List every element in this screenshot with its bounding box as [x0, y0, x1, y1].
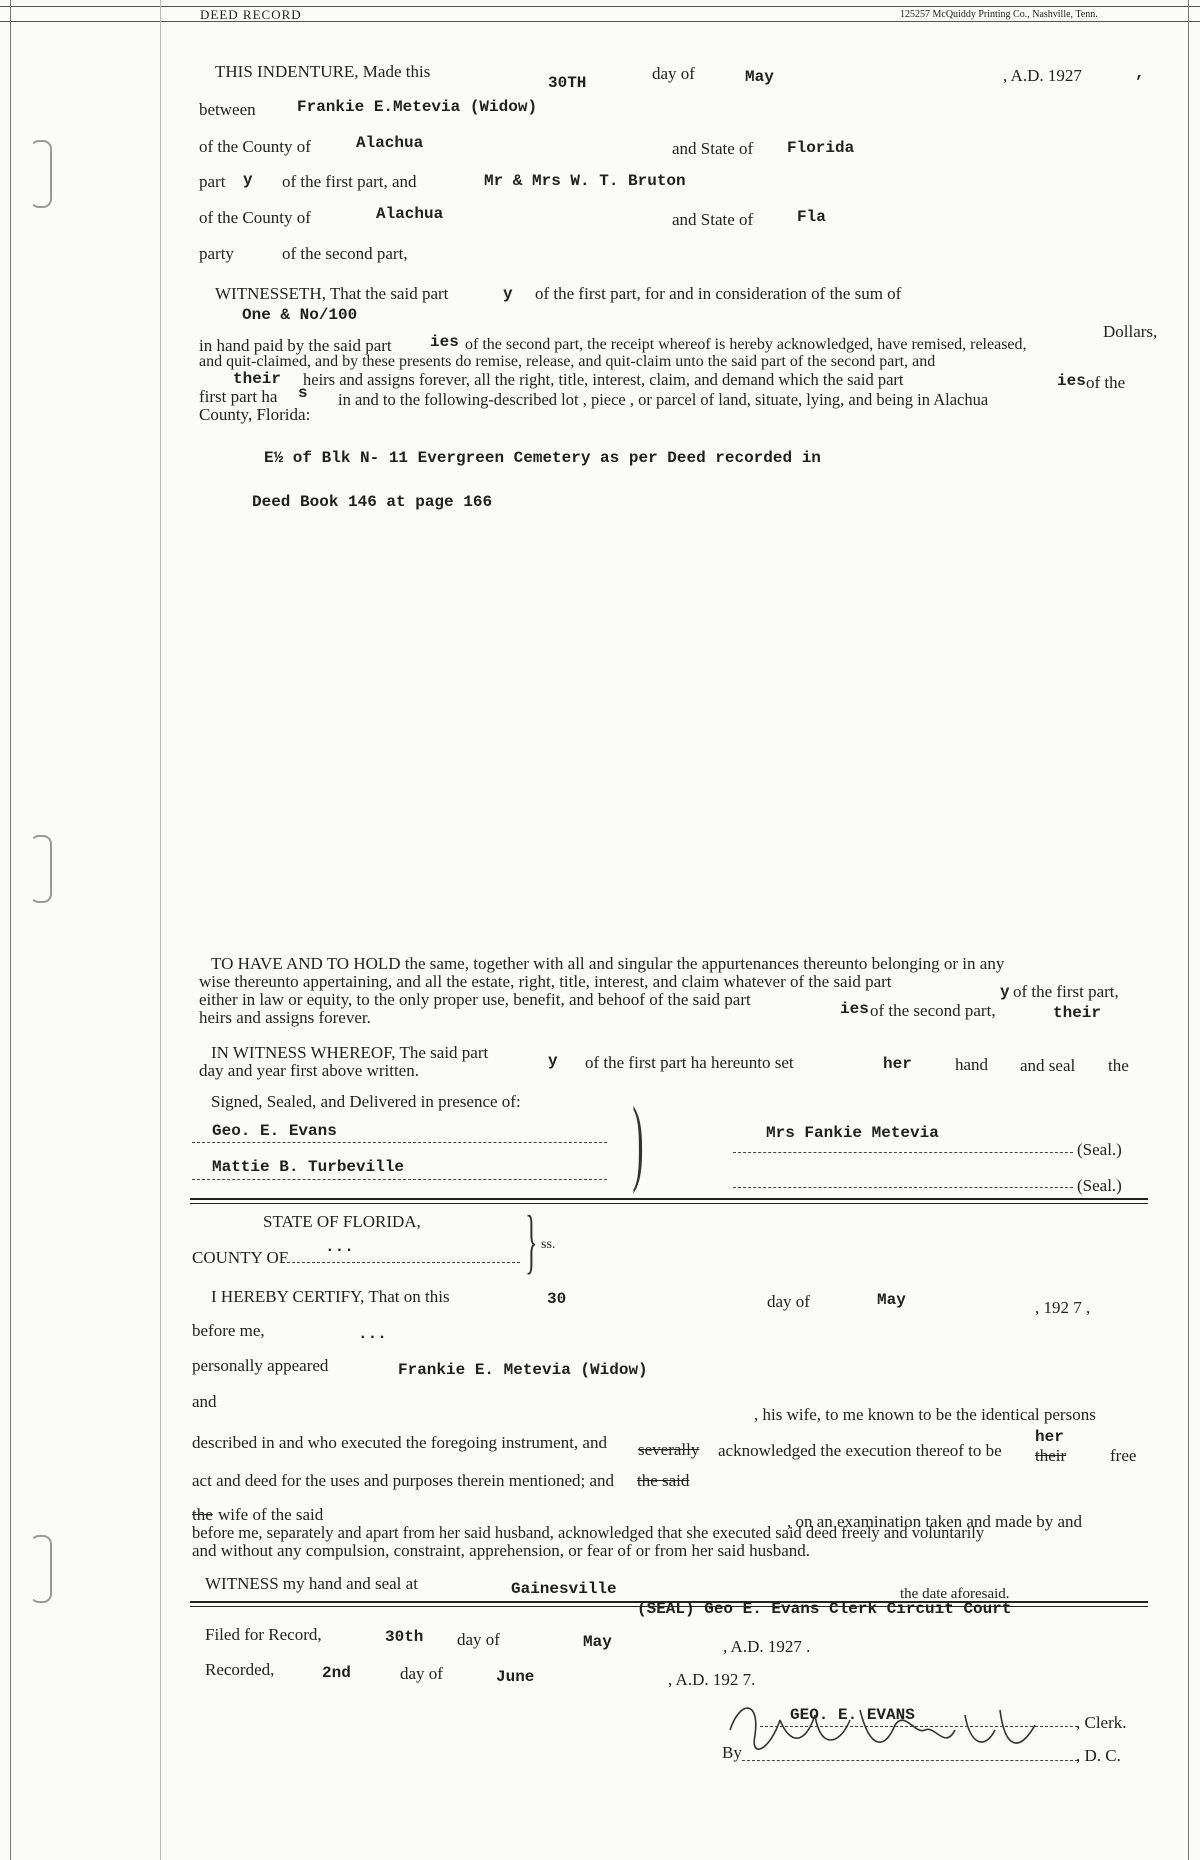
witnesseth-ies1: ies — [430, 333, 459, 351]
state-label-2: and State of — [672, 210, 754, 229]
indenture-month: May — [745, 68, 774, 86]
witness-clause-y: y — [548, 1052, 558, 1070]
dc-label: , D. C. — [1076, 1746, 1121, 1765]
witness-clause-and-seal: and seal — [1020, 1056, 1076, 1075]
ack-before-me: before me, — [192, 1321, 265, 1340]
habendum-line2b: of the first part, — [1013, 982, 1119, 1001]
ack-state: STATE OF FLORIDA, — [263, 1212, 421, 1231]
ack-and: and — [192, 1392, 217, 1411]
ack-month: May — [877, 1291, 906, 1309]
part-label-2: party — [199, 244, 234, 263]
witnesseth-line6b: in and to the following-described lot , piece , or parcel of land, situate, lying, and being in Alachua — [338, 390, 989, 409]
witness-clause-mid: of the first part ha hereunto set — [585, 1053, 794, 1072]
witnesseth-y1: y — [503, 285, 513, 303]
right-margin-line — [1188, 0, 1189, 1860]
ack-witness-label: WITNESS my hand and seal at — [205, 1574, 418, 1593]
ack-act-line: act and deed for the uses and purposes therein mentioned; and — [192, 1471, 615, 1490]
seal-label-1: (Seal.) — [1077, 1140, 1122, 1159]
part-label-1: part — [199, 172, 226, 191]
county-value-1: Alachua — [356, 134, 424, 152]
witnesseth-s: s — [298, 384, 308, 402]
ack-before-line: before me, separately and apart from her said husband, acknowledged that she executed said deed freely and voluntarily — [192, 1523, 985, 1542]
ack-day-of: day of — [767, 1292, 810, 1311]
county-label-2: of the County of — [199, 208, 311, 227]
ack-seal-clerk: (SEAL) Geo E. Evans Clerk Circuit Court — [637, 1600, 1012, 1618]
deputy-clerk-signature — [720, 1690, 1060, 1770]
clerk-name: GEO. E. EVANS — [790, 1706, 915, 1724]
witness-name-1: Geo. E. Evans — [212, 1122, 337, 1140]
ledger-margin-line — [160, 0, 161, 1860]
indenture-ad: , A.D. 1927 — [1003, 66, 1082, 85]
indenture-ad-comma: , — [1135, 64, 1145, 82]
signature-line-2 — [733, 1187, 1073, 1188]
ack-wife-line-b: wife of the said — [218, 1505, 324, 1524]
ack-county-value: ... — [325, 1238, 354, 1256]
habendum-line1: TO HAVE AND TO HOLD the same, together with all and singular the appurtenances thereunto belonging or in any — [211, 954, 1005, 973]
witness-clause-line2: day and year first above written. — [199, 1061, 419, 1080]
state-label-1: and State of — [672, 139, 754, 158]
recorded-day-of: day of — [400, 1664, 443, 1683]
signed-sealed-label: Signed, Sealed, and Delivered in presence of: — [211, 1092, 521, 1111]
indenture-lead: THIS INDENTURE, Made this — [215, 62, 431, 81]
witness-clause-lead: IN WITNESS WHEREOF, The said part — [211, 1043, 489, 1062]
habendum-their: their — [1053, 1004, 1102, 1022]
first-part-label: of the first part, and — [282, 172, 417, 191]
grantor-signature: Mrs Fankie Metevia — [766, 1124, 939, 1142]
state-value-1: Florida — [787, 139, 855, 157]
second-part-label: of the second part, — [282, 244, 408, 263]
header-rule-top — [0, 6, 1200, 7]
recorded-day: 2nd — [322, 1664, 351, 1682]
filed-ad: , A.D. 1927 . — [723, 1637, 811, 1656]
witness-line-1 — [192, 1142, 607, 1143]
binder-hole-middle — [30, 835, 52, 903]
ack-county-line — [282, 1262, 520, 1263]
header-title: DEED RECORD — [200, 7, 302, 22]
ack-appeared: Frankie E. Metevia (Widow) — [398, 1361, 648, 1379]
signature-line-1 — [733, 1152, 1073, 1153]
ack-struck-severally: severally — [638, 1440, 700, 1459]
witnesseth-line5b: of the — [1086, 373, 1126, 392]
county-value-2: Alachua — [376, 205, 444, 223]
ack-appeared-label: personally appeared — [192, 1356, 329, 1375]
clerk-label: , Clerk. — [1076, 1713, 1127, 1732]
witnesseth-line7: County, Florida: — [199, 405, 311, 424]
ack-year: , 192 7 , — [1035, 1298, 1091, 1317]
grantee-name: Mr & Mrs W. T. Bruton — [484, 172, 686, 190]
consideration-sum: One & No/100 — [242, 306, 358, 324]
legal-description-line1: E½ of Blk N- 11 Evergreen Cemetery as per Deed recorded in — [264, 449, 821, 467]
witness-line-2 — [192, 1179, 607, 1180]
witness-clause-her: her — [883, 1055, 912, 1073]
witness-name-2: Mattie B. Turbeville — [212, 1158, 405, 1176]
witnesseth-line5a: heirs and assigns forever, all the right, title, interest, claim, and demand which the said part — [303, 370, 904, 389]
filed-day: 30th — [385, 1628, 424, 1646]
witness-clause-hand: hand — [955, 1055, 989, 1074]
ack-before-me-value: ... — [358, 1325, 387, 1343]
header-rule-bottom — [0, 21, 1200, 22]
ack-struck-the-said: the said — [637, 1471, 690, 1490]
between-label: between — [199, 100, 256, 119]
habendum-line2a: wise thereunto appertaining, and all the estate, right, title, interest, and claim whatever of the said part — [199, 972, 892, 991]
witnesseth-their: their — [233, 370, 282, 388]
section-divider-1 — [190, 1198, 1148, 1204]
ack-date-aforesaid: the date aforesaid. — [900, 1586, 1010, 1602]
witnesseth-ies2: ies — [1057, 372, 1086, 390]
habendum-line4: heirs and assigns forever. — [199, 1008, 371, 1027]
binder-hole-bottom — [30, 1535, 52, 1603]
ack-described-a: described in and who executed the foregoing instrument, and — [192, 1433, 607, 1452]
ack-without-line: and without any compulsion, constraint, apprehension, or fear of or from her said husband. — [192, 1541, 810, 1560]
ack-free: free — [1110, 1446, 1137, 1465]
county-label-1: of the County of — [199, 137, 311, 156]
ack-exam: , on an examination taken and made by and — [787, 1512, 1083, 1531]
ack-her-over: her — [1035, 1428, 1064, 1446]
ack-brace: } — [525, 1201, 538, 1281]
seal-label-2: (Seal.) — [1077, 1176, 1122, 1195]
grantor-name: Frankie E.Metevia (Widow) — [297, 98, 538, 116]
recorded-month: June — [496, 1668, 535, 1686]
printer-imprint: 125257 McQuiddy Printing Co., Nashville, Tenn. — [900, 9, 1098, 20]
habendum-line3b: of the second part, — [870, 1001, 996, 1020]
recorded-ad: , A.D. 192 7. — [668, 1670, 756, 1689]
filed-month: May — [583, 1633, 612, 1651]
witness-brace: ) — [632, 1087, 644, 1194]
witnesseth-line4: and quit-claimed, and by these presents do remise, release, and quit-claim unto the said part of the second part, and — [199, 353, 936, 370]
legal-description-line2: Deed Book 146 at page 166 — [252, 493, 493, 511]
ack-county-label: COUNTY OF — [192, 1248, 289, 1267]
indenture-day-of: day of — [652, 64, 695, 83]
witnesseth-line3a: in hand paid by the said part — [199, 336, 392, 355]
part-suffix-1: y — [243, 171, 253, 189]
indenture-day: 30TH — [548, 74, 587, 92]
habendum-line3a: either in law or equity, to the only proper use, benefit, and behoof of the said part — [199, 990, 751, 1009]
witnesseth-line6a: first part ha — [199, 387, 278, 406]
filed-day-of: day of — [457, 1630, 500, 1649]
habendum-ies: ies — [840, 1000, 869, 1018]
state-value-2: Fla — [797, 208, 826, 226]
ack-described-b: acknowledged the execution thereof to be — [718, 1441, 1002, 1460]
ack-place: Gainesville — [511, 1580, 617, 1598]
filed-label: Filed for Record, — [205, 1625, 322, 1644]
section-divider-2 — [190, 1601, 1148, 1607]
witness-clause-the: the — [1108, 1056, 1129, 1075]
habendum-y: y — [1000, 983, 1010, 1001]
ack-day: 30 — [547, 1290, 567, 1308]
by-label: By — [722, 1743, 742, 1762]
ack-certify: I HEREBY CERTIFY, That on this — [211, 1287, 450, 1306]
binder-hole-top — [30, 140, 52, 208]
ack-struck-their: their — [1035, 1446, 1067, 1465]
witnesseth-line1: WITNESSETH, That the said part — [215, 284, 449, 303]
dollars-label: Dollars, — [1103, 322, 1158, 341]
recorded-label: Recorded, — [205, 1660, 275, 1679]
left-margin-line — [10, 0, 11, 1860]
ack-ss: ss. — [541, 1237, 556, 1252]
ack-wife-line-a: the — [192, 1505, 213, 1524]
witnesseth-line1b: of the first part, for and in consideration of the sum of — [535, 284, 902, 303]
ack-wife-text: , his wife, to me known to be the identical persons — [754, 1405, 1096, 1424]
witnesseth-line3b: of the second part, the receipt whereof is hereby acknowledged, have remised, released, — [465, 336, 1027, 353]
